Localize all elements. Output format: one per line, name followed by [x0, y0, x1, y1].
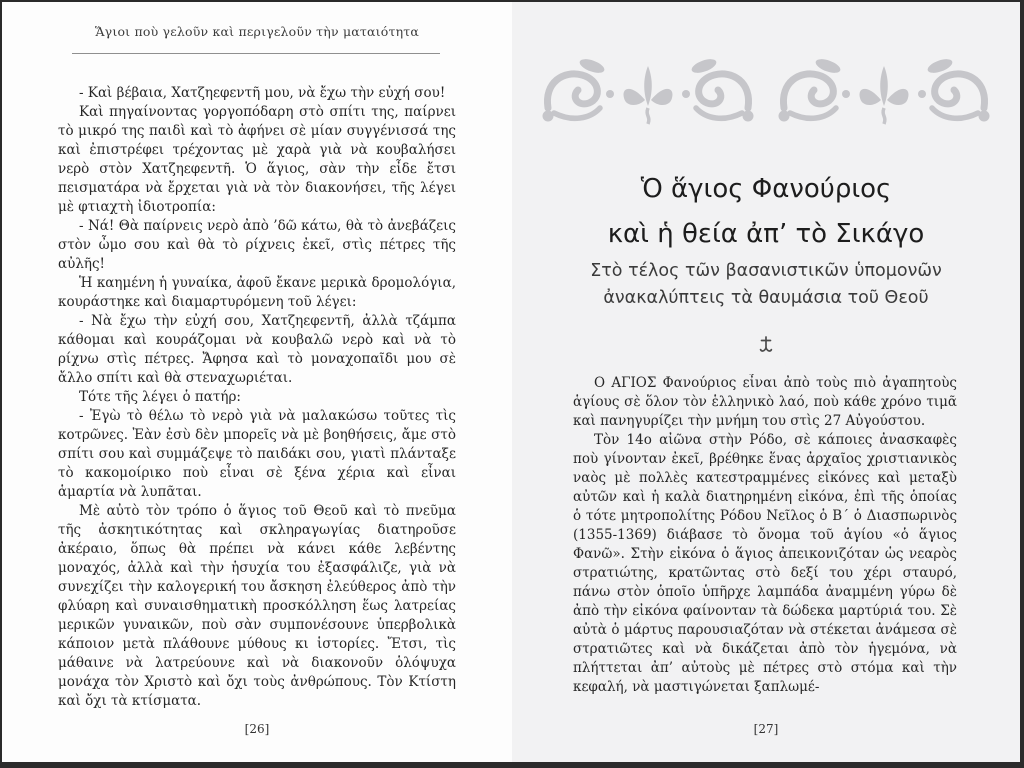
chapter-subtitle: [512, 258, 1020, 312]
chapter-title: [512, 167, 1020, 257]
chapter-subtitle-line2: ἀνακαλύπτεις τὰ θαυμάσια τοῦ Θεοῦ: [603, 288, 929, 308]
paragraph: Ἡ καημένη ἡ γυναίκα, ἀφοῦ ἔκανε μερικὰ δρομολόγια, κουράστηκε καὶ διαμαρτυρόμενη τοῦ λέγει:: [58, 275, 456, 310]
chapter-title-line2: καὶ ἡ θεία ἀπ’ τὸ Σικάγο: [607, 219, 925, 249]
chapter-title-line1: Ὁ ἅγιος Φανούριος: [640, 174, 892, 204]
header-rule-divider: [72, 53, 440, 54]
paragraph: - Νά! Θὰ παίρνεις νερὸ ἀπὸ ’δῶ κάτω, θὰ τὸ ἀνεβάζεις στὸν ὦμο σου καὶ θὰ τὸ ρίχνεις ἐκεῖ, στὶς πέτρες τῆς αὐλῆς!: [58, 218, 456, 272]
chapter-subtitle-line1: Στὸ τέλος τῶν βασανιστικῶν ὑπομονῶν: [590, 261, 942, 281]
page-number-right: [27]: [753, 722, 779, 736]
floral-ornament-icon: [540, 50, 992, 132]
page-number-left: [26]: [244, 722, 270, 736]
running-header: Ἅγιοι ποὺ γελοῦν καὶ περιγελοῦν τὴν ματαιότητα: [94, 24, 420, 39]
body-text-left: [58, 84, 456, 710]
paragraph: Τότε τῆς λέγει ὁ πατήρ:: [79, 389, 241, 405]
paragraph: Τὸν 14ο αἰῶνα στὴν Ρόδο, σὲ κάποιες ἀνασκαφὲς ποὺ γίνονταν ἐκεῖ, βρέθηκε ἕνας ἀρχαῖος χριστιανικὸς ναὸς μὲ πολλὲς κατεστραμμένες εἰκόνες καὶ μεταξὺ αὐτῶν καὶ ἡ καλὰ διατηρημένη εἰκόνα, ἐπὶ τῆς ὁποίας ὁ τότε μητροπολίτης Ρόδου Νεῖλος ὁ Β΄ ὁ Διασπωρινὸς (1355-1369) διάβασε τὸ ὄνομα τοῦ ἁγίου «ὁ ἅγιος Φανῶ». Στὴν εἰκόνα ὁ ἅγιος ἀπεικονιζόταν ὡς νεαρὸς στρατιώτης, κρατῶντας στὸ δεξί του χέρι σταυρό, πάνω στὸν ὁποῖο ὑπῆρχε λαμπάδα ἀναμμένη γύρω δὲ ἀπὸ τὴν εἰκόνα φαίνονταν τὰ δώδεκα μαρτύριά του. Σὲ αὐτὰ ὁ μάρτυς παρουσιαζόταν νὰ στέκεται ἀνάμεσα σὲ στρατιῶτες καὶ νὰ δικάζεται ἀπὸ τὸν ἡγεμόνα, νὰ πλήττεται ἀπ’ αὐτοὺς μὲ πέτρες στὸ στόμα καὶ τὴν κεφαλή, νὰ μαστιγώνεται ξαπλωμέ-: [573, 432, 957, 695]
body-text-right: [573, 374, 957, 704]
page-left: [2, 2, 512, 762]
paragraph: - Ἐγὼ τὸ θέλω τὸ νερὸ γιὰ νὰ μαλακώσω τοῦτες τὶς κοτρῶνες. Ἐὰν ἐσὺ δὲν μπορεῖς νὰ μὲ βοηθήσεις, ἄμε στὸ σπίτι σου καὶ συμμάζεψε τὸ παιδάκι σου, γιατὶ πλάνταξε τὸ κακομοίρικο ποὺ εἶναι σὲ ξένα χέρια καὶ εἶναι ἁμαρτία νὰ λυπᾶται.: [58, 408, 456, 500]
paragraph: Ο ΑΓΙΟΣ Φανούριος εἶναι ἀπὸ τοὺς πιὸ ἀγαπητοὺς ἁγίους σὲ ὅλον τὸν ἑλληνικὸ λαό, ποὺ κάθε χρόνο τιμᾶ καὶ πανηγυρίζει τὴν μνήμη του στὶς 27 Αὐγούστου.: [573, 375, 957, 429]
page-right: [512, 2, 1020, 762]
paragraph: Μὲ αὐτὸ τὸν τρόπο ὁ ἅγιος τοῦ Θεοῦ καὶ τὸ πνεῦμα τῆς ἀσκητικότητας καὶ σκληραγωγίας διατηροῦσε ἀκέραιο, ὅπως θὰ πρέπει νὰ κάνει κάθε λεβέντης μοναχός, ἀλλὰ καὶ τὴν ἡσυχία του ἐξασφάλιζε, γιὰ νὰ συνεχίζει τὴν καλογερική του ἄσκηση ἐλεύθερος ἀπὸ τὴν φλύαρη καὶ συναισθηματικὴ προσκόλληση ἕως λατρείας μερικῶν γυναικῶν, ποὺ σὰν συμπονέσουνε ὑπερβολικὰ κάποιον μετὰ πλάθουνε μύθους κι ἱστορίες. Ἔτσι, τὶς μάθαινε νὰ λατρεύουνε καὶ νὰ διακονοῦν ὁλόψυχα μονάχα τὸν Χριστὸ καὶ ὄχι τοὺς ἀνθρώπους. Τὸν Κτίστη καὶ ὄχι τὰ κτίσματα.: [58, 503, 456, 709]
paragraph: - Νὰ ἔχω τὴν εὐχή σου, Χατζηεφεντῆ, ἀλλὰ τζάμπα κάθομαι καὶ κουράζομαι νὰ κουβαλῶ νερὸ καὶ νὰ τὸ ρίχνω στὶς πέτρες. Ἄφησα καὶ τὸ μοναχοπαῖδι μου σὲ ἄλλο σπίτι καὶ θὰ στεναχωριέται.: [58, 313, 456, 386]
cross-fleuron-icon: [512, 335, 1020, 355]
paragraph: - Καὶ βέβαια, Χατζηεφεντῆ μου, νὰ ἔχω τὴν εὐχή σου!: [79, 85, 446, 101]
paragraph: Καὶ πηγαίνοντας γοργοπόδαρη στὸ σπίτι της, παίρνει τὸ μικρό της παιδὶ καὶ τὸ ἀφήνει σὲ μίαν συγγένισσά της καὶ ἐπιστρέφει τρέχοντας μὲ χαρὰ γιὰ νὰ κουβαλήσει νερὸ στὸν Χατζηεφεντῆ. Ὁ ἅγιος, σὰν τὴν εἶδε ἔτσι πεισματάρα νὰ ἔρχεται γιὰ νὰ τὸν διακονήσει, τῆς λέγει μὲ φτιαχτὴ ἰδιοτροπία:: [58, 104, 456, 215]
